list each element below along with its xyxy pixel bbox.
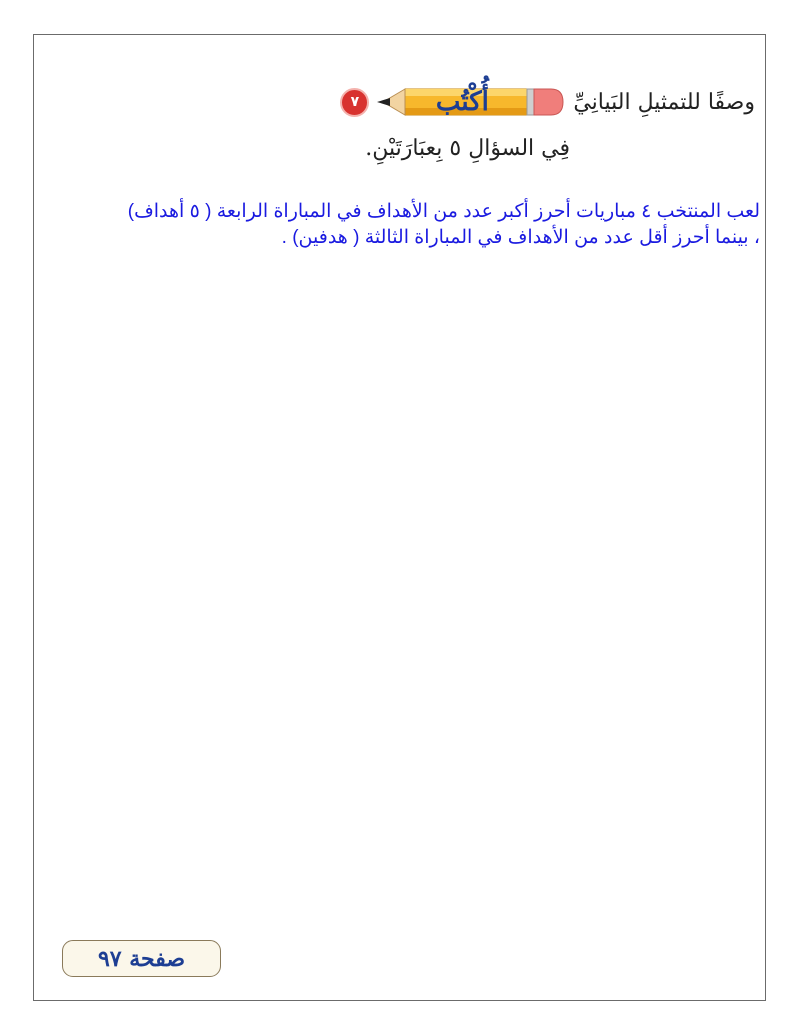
question-prompt-line-2: فِي السؤالِ ٥ بِعبَارَتَيْنِ.: [365, 136, 570, 161]
write-tag-label: أُكْتُب: [435, 87, 489, 117]
question-number-badge: ٧: [340, 88, 369, 117]
pencil-icon: [377, 84, 565, 120]
page-number-label: صفحة ٩٧: [62, 940, 221, 977]
answer-text: [40, 199, 760, 251]
page-frame: [33, 34, 766, 1001]
answer-line-2: ، بينما أحرز أقل عدد من الأهداف في المباراة الثالثة ( هدفين) .: [281, 227, 760, 248]
question-prompt-line-1: وصفًا للتمثيلِ البَيانِيِّ: [573, 89, 755, 115]
question-header: [340, 82, 755, 122]
answer-line-1: لعب المنتخب ٤ مباريات أحرز أكبر عدد من الأهداف في المباراة الرابعة ( ٥ أهداف): [127, 201, 760, 222]
